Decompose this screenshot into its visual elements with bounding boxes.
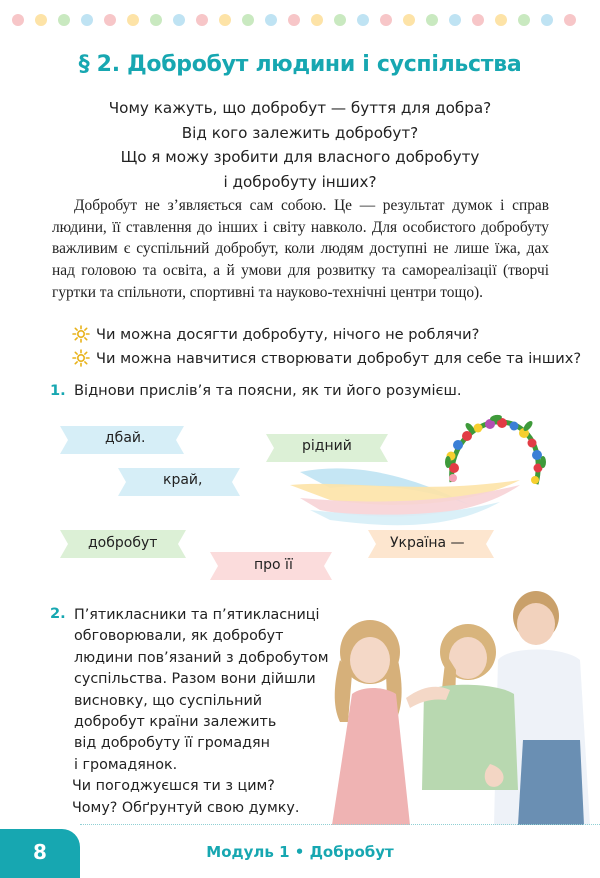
decorative-dot [81,14,93,26]
ribbon-label: про її [254,557,293,573]
intro-paragraph [52,195,549,304]
children-photo [318,590,600,825]
sun-icon [72,349,90,367]
decorative-dot [564,14,576,26]
decorative-dot [35,14,47,26]
task2-line: і громадянок. [74,756,178,773]
task2-question: Чи погоджуєшся ти з цим? [72,778,275,795]
task2-line: висновку, що суспільний [74,692,263,709]
task2-line: від добробуту її громадян [74,735,270,752]
question-line: Чому кажуть, що добробут — буття для добра? [108,99,492,117]
flower-wreath-icon [440,412,550,494]
task-text: Віднови прислів’я та поясни, як ти його розумієш. [74,382,462,399]
decorative-dot [541,14,553,26]
decorative-dot [426,14,438,26]
decorative-dot [288,14,300,26]
decorative-dot [58,14,70,26]
decorative-dot [495,14,507,26]
decorative-dot [449,14,461,26]
intro-text: Добробут не з’являється сам собою. Це — результат думок і справ людини, її ставлення до інших і світу навколо. Для особистого добробуту важливим є суспільний добробут, коли людям доступні не лише їжа, дах над головою та освіта, а й умови для розвитку та самореалізації (творчі гуртки та спільноти, спортивні та науково-технічні центри тощо). [52,197,549,301]
decorative-dots [12,14,592,28]
decorative-dot [311,14,323,26]
decorative-dot [403,14,415,26]
task2-line: обговорювали, як добробут [74,628,284,645]
decorative-dot [472,14,484,26]
ribbon-label: Україна — [390,535,465,551]
question-line: Що я можу зробити для власного добробуту [120,148,480,166]
decorative-dot [265,14,277,26]
decorative-dot [380,14,392,26]
bullet-text: Чи можна навчитися створювати добробут для себе та інших? [96,350,582,367]
decorative-dot [127,14,139,26]
sun-icon [72,325,90,343]
page-number: 8 [33,840,47,864]
task-number: 2. [50,605,66,622]
decorative-dot [518,14,530,26]
decorative-dot [150,14,162,26]
ribbon-label: рідний [302,438,352,454]
question-line: і добробуту інших? [223,172,377,191]
task2-line: суспільства. Разом вони дійшли [74,671,316,688]
intro-questions [60,96,540,194]
decorative-dot [334,14,346,26]
task2-line: добробут країни залежить [74,714,277,731]
page-title: § 2. Добробут людини і суспільства [78,52,522,77]
footer-module-label: Модуль 1 • Добробут [206,843,394,861]
decorative-dot [12,14,24,26]
task-number: 1. [50,382,66,399]
decorative-dot [196,14,208,26]
decorative-dot [242,14,254,26]
task2-question: Чому? Обґрунтуй свою думку. [72,799,300,816]
decorative-dot [173,14,185,26]
ribbon-label: дбай. [105,430,146,446]
decorative-dot [104,14,116,26]
ribbon-label: добробут [88,535,158,551]
footer-divider [80,824,600,825]
task2-line: людини пов’язаний з добробутом [74,649,329,666]
decorative-dot [219,14,231,26]
bullet-text: Чи можна досягти добробуту, нічого не роблячи? [96,326,480,343]
decorative-dot [357,14,369,26]
question-line: Від кого залежить добробут? [181,123,419,142]
task2-line: П’ятикласники та п’ятикласниці [74,607,320,623]
ribbon-label: край, [163,472,203,488]
